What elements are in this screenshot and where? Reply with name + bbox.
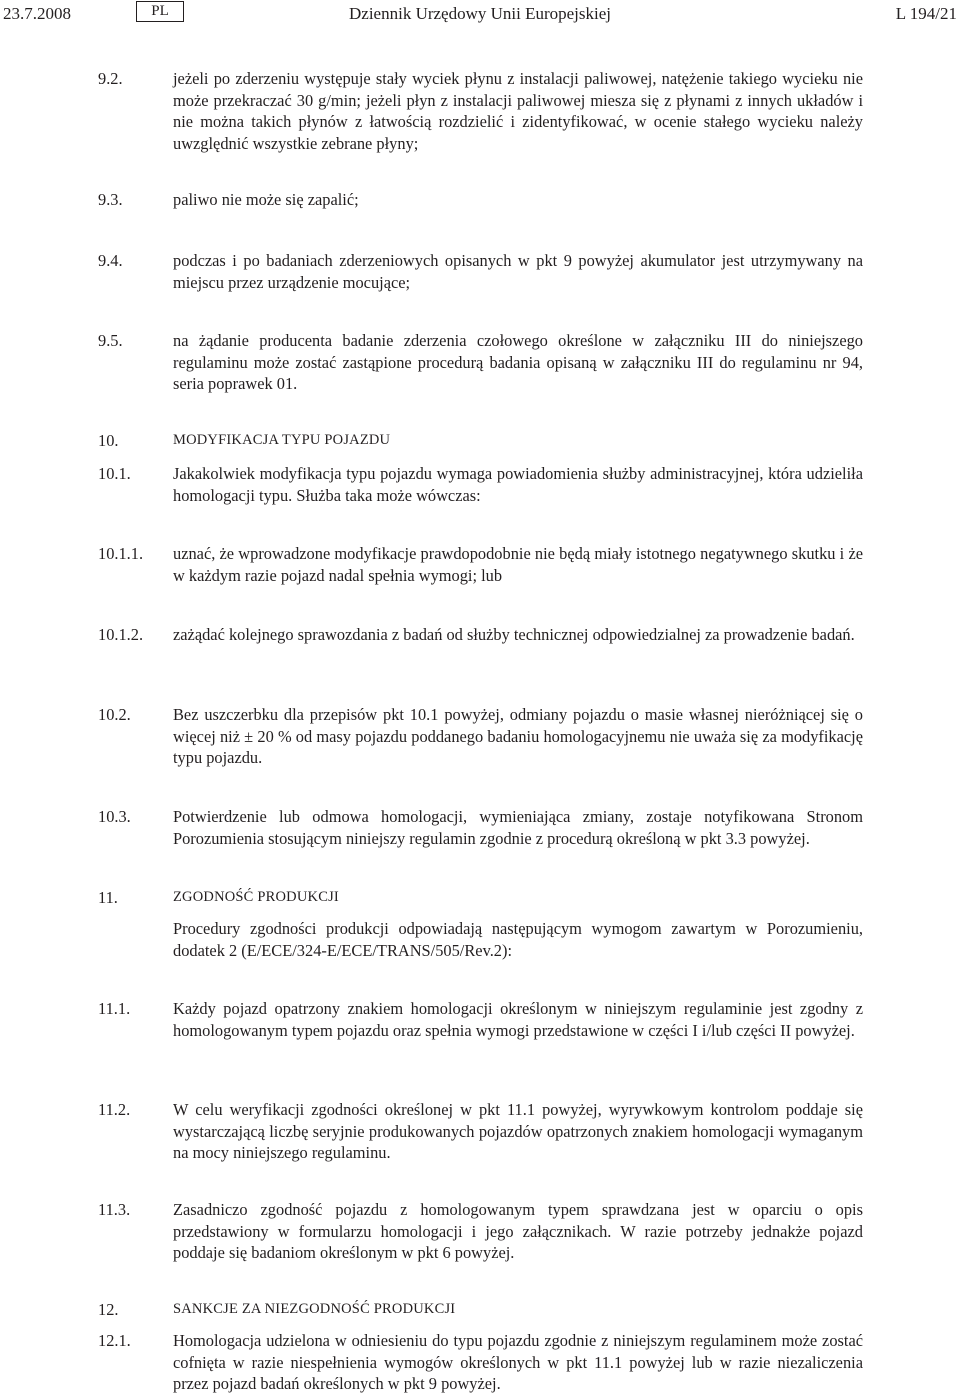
section-number: 9.4. bbox=[98, 251, 123, 270]
section-heading: MODYFIKACJA TYPU POJAZDU bbox=[173, 432, 391, 448]
journal-title: Dziennik Urzędowy Unii Europejskiej bbox=[349, 4, 612, 23]
section-number: 10.1.1. bbox=[98, 544, 144, 563]
page-header bbox=[0, 0, 960, 34]
section-number: 11.2. bbox=[98, 1100, 131, 1119]
section-text: Procedury zgodności produkcji odpowiadają następującym wymogom zawartym w Porozumieniu, dodatek 2 (E/ECE/324-E/ECE/TRANS/505/Rev.2): bbox=[173, 919, 863, 960]
section-number: 9.5. bbox=[98, 331, 123, 350]
section-heading: ZGODNOŚĆ PRODUKCJI bbox=[173, 889, 339, 905]
language-badge: PL bbox=[136, 1, 184, 22]
section-number: 10.1.2. bbox=[98, 625, 144, 644]
section-number: 12.1. bbox=[98, 1331, 131, 1350]
section-text: Jakakolwiek modyfikacja typu pojazdu wymaga powiadomienia służby administracyjnej, która udzieliła homologacji typu. Służba taka może wówczas: bbox=[173, 464, 863, 505]
section-number: 9.3. bbox=[98, 190, 123, 209]
section-number: 10.1. bbox=[98, 464, 131, 483]
publication-date: 23.7.2008 bbox=[3, 4, 71, 23]
section-number: 10.2. bbox=[98, 705, 131, 724]
section-text: W celu weryfikacji zgodności określonej w pkt 11.1 powyżej, wyrywkowym kontrolom poddaje się wystarczającą liczbę seryjnie produkowanych pojazdów opatrzonych znakiem homologacji wymaganym na mocy niniejszego regulaminu. bbox=[173, 1100, 863, 1163]
section-number: 11.3. bbox=[98, 1200, 131, 1219]
section-number: 11.1. bbox=[98, 999, 131, 1018]
section-text: uznać, że wprowadzone modyfikacje prawdopodobnie nie będą miały istotnego negatywnego skutku i że w każdym razie pojazd nadal spełnia wymogi; lub bbox=[173, 544, 863, 585]
section-number: 10.3. bbox=[98, 807, 131, 826]
section-number: 10. bbox=[98, 431, 119, 450]
section-number: 9.2. bbox=[98, 69, 123, 88]
section-text: paliwo nie może się zapalić; bbox=[173, 190, 359, 209]
section-text: jeżeli po zderzeniu występuje stały wyciek płynu z instalacji paliwowej, natężenie takiego wycieku nie może przekraczać 30 g/min; jeżeli płyn z instalacji paliwowej miesza się z płynami z innych układów i nie można takich płynów z łatwością rozdzielić i zidentyfikować, w ocenie stałego wycieku należy uwzględnić wszystkie zebrane płyny; bbox=[173, 69, 863, 153]
section-text: Zasadniczo zgodność pojazdu z homologowanym typem sprawdzana jest w oparciu o opis przedstawiony w formularzu homologacji i jego załącznikach. W razie potrzeby jednakże pojazd poddaje się badaniom określonym w pkt 6 powyżej. bbox=[173, 1200, 863, 1263]
section-text: zażądać kolejnego sprawozdania z badań od służby technicznej odpowiedzialnej za prowadzenie badań. bbox=[173, 625, 855, 644]
page-reference: L 194/21 bbox=[895, 4, 957, 23]
section-text: podczas i po badaniach zderzeniowych opisanych w pkt 9 powyżej akumulator jest utrzymywany na miejscu przez urządzenie mocujące; bbox=[173, 251, 863, 292]
section-text: Każdy pojazd opatrzony znakiem homologacji określonym w niniejszym regulaminie jest zgodny z homologowanym typem pojazdu oraz spełnia wymogi przedstawione w części I i/lub części II powyżej. bbox=[173, 999, 863, 1040]
section-text: Bez uszczerbku dla przepisów pkt 10.1 powyżej, odmiany pojazdu o masie własnej nieróżniącej się o więcej niż ± 20 % od masy pojazdu poddanego badaniu homologacyjnemu nie uważa się za modyfikację typu pojazdu. bbox=[173, 705, 863, 768]
section-number: 11. bbox=[98, 888, 118, 907]
section-number: 12. bbox=[98, 1300, 119, 1319]
section-text: Potwierdzenie lub odmowa homologacji, wymieniająca zmiany, zostaje notyfikowana Stronom Porozumienia stosującym niniejszy regulamin zgodnie z procedurą określoną w pkt 3.3 powyżej. bbox=[173, 807, 863, 848]
section-text: Homologacja udzielona w odniesieniu do typu pojazdu zgodnie z niniejszym regulaminem może zostać cofnięta w razie niespełnienia wymogów określonych w pkt 11.1 powyżej lub w razie niezaliczenia przez pojazd badań określonych w pkt 9 powyżej. bbox=[173, 1331, 863, 1394]
section-text: na żądanie producenta badanie zderzenia czołowego określone w załączniku III do niniejszego regulaminu może zostać zastąpione procedurą badania opisaną w załączniku III do regulaminu nr 94, seria poprawek 01. bbox=[173, 331, 863, 394]
section-heading: SANKCJE ZA NIEZGODNOŚĆ PRODUKCJI bbox=[173, 1301, 456, 1317]
